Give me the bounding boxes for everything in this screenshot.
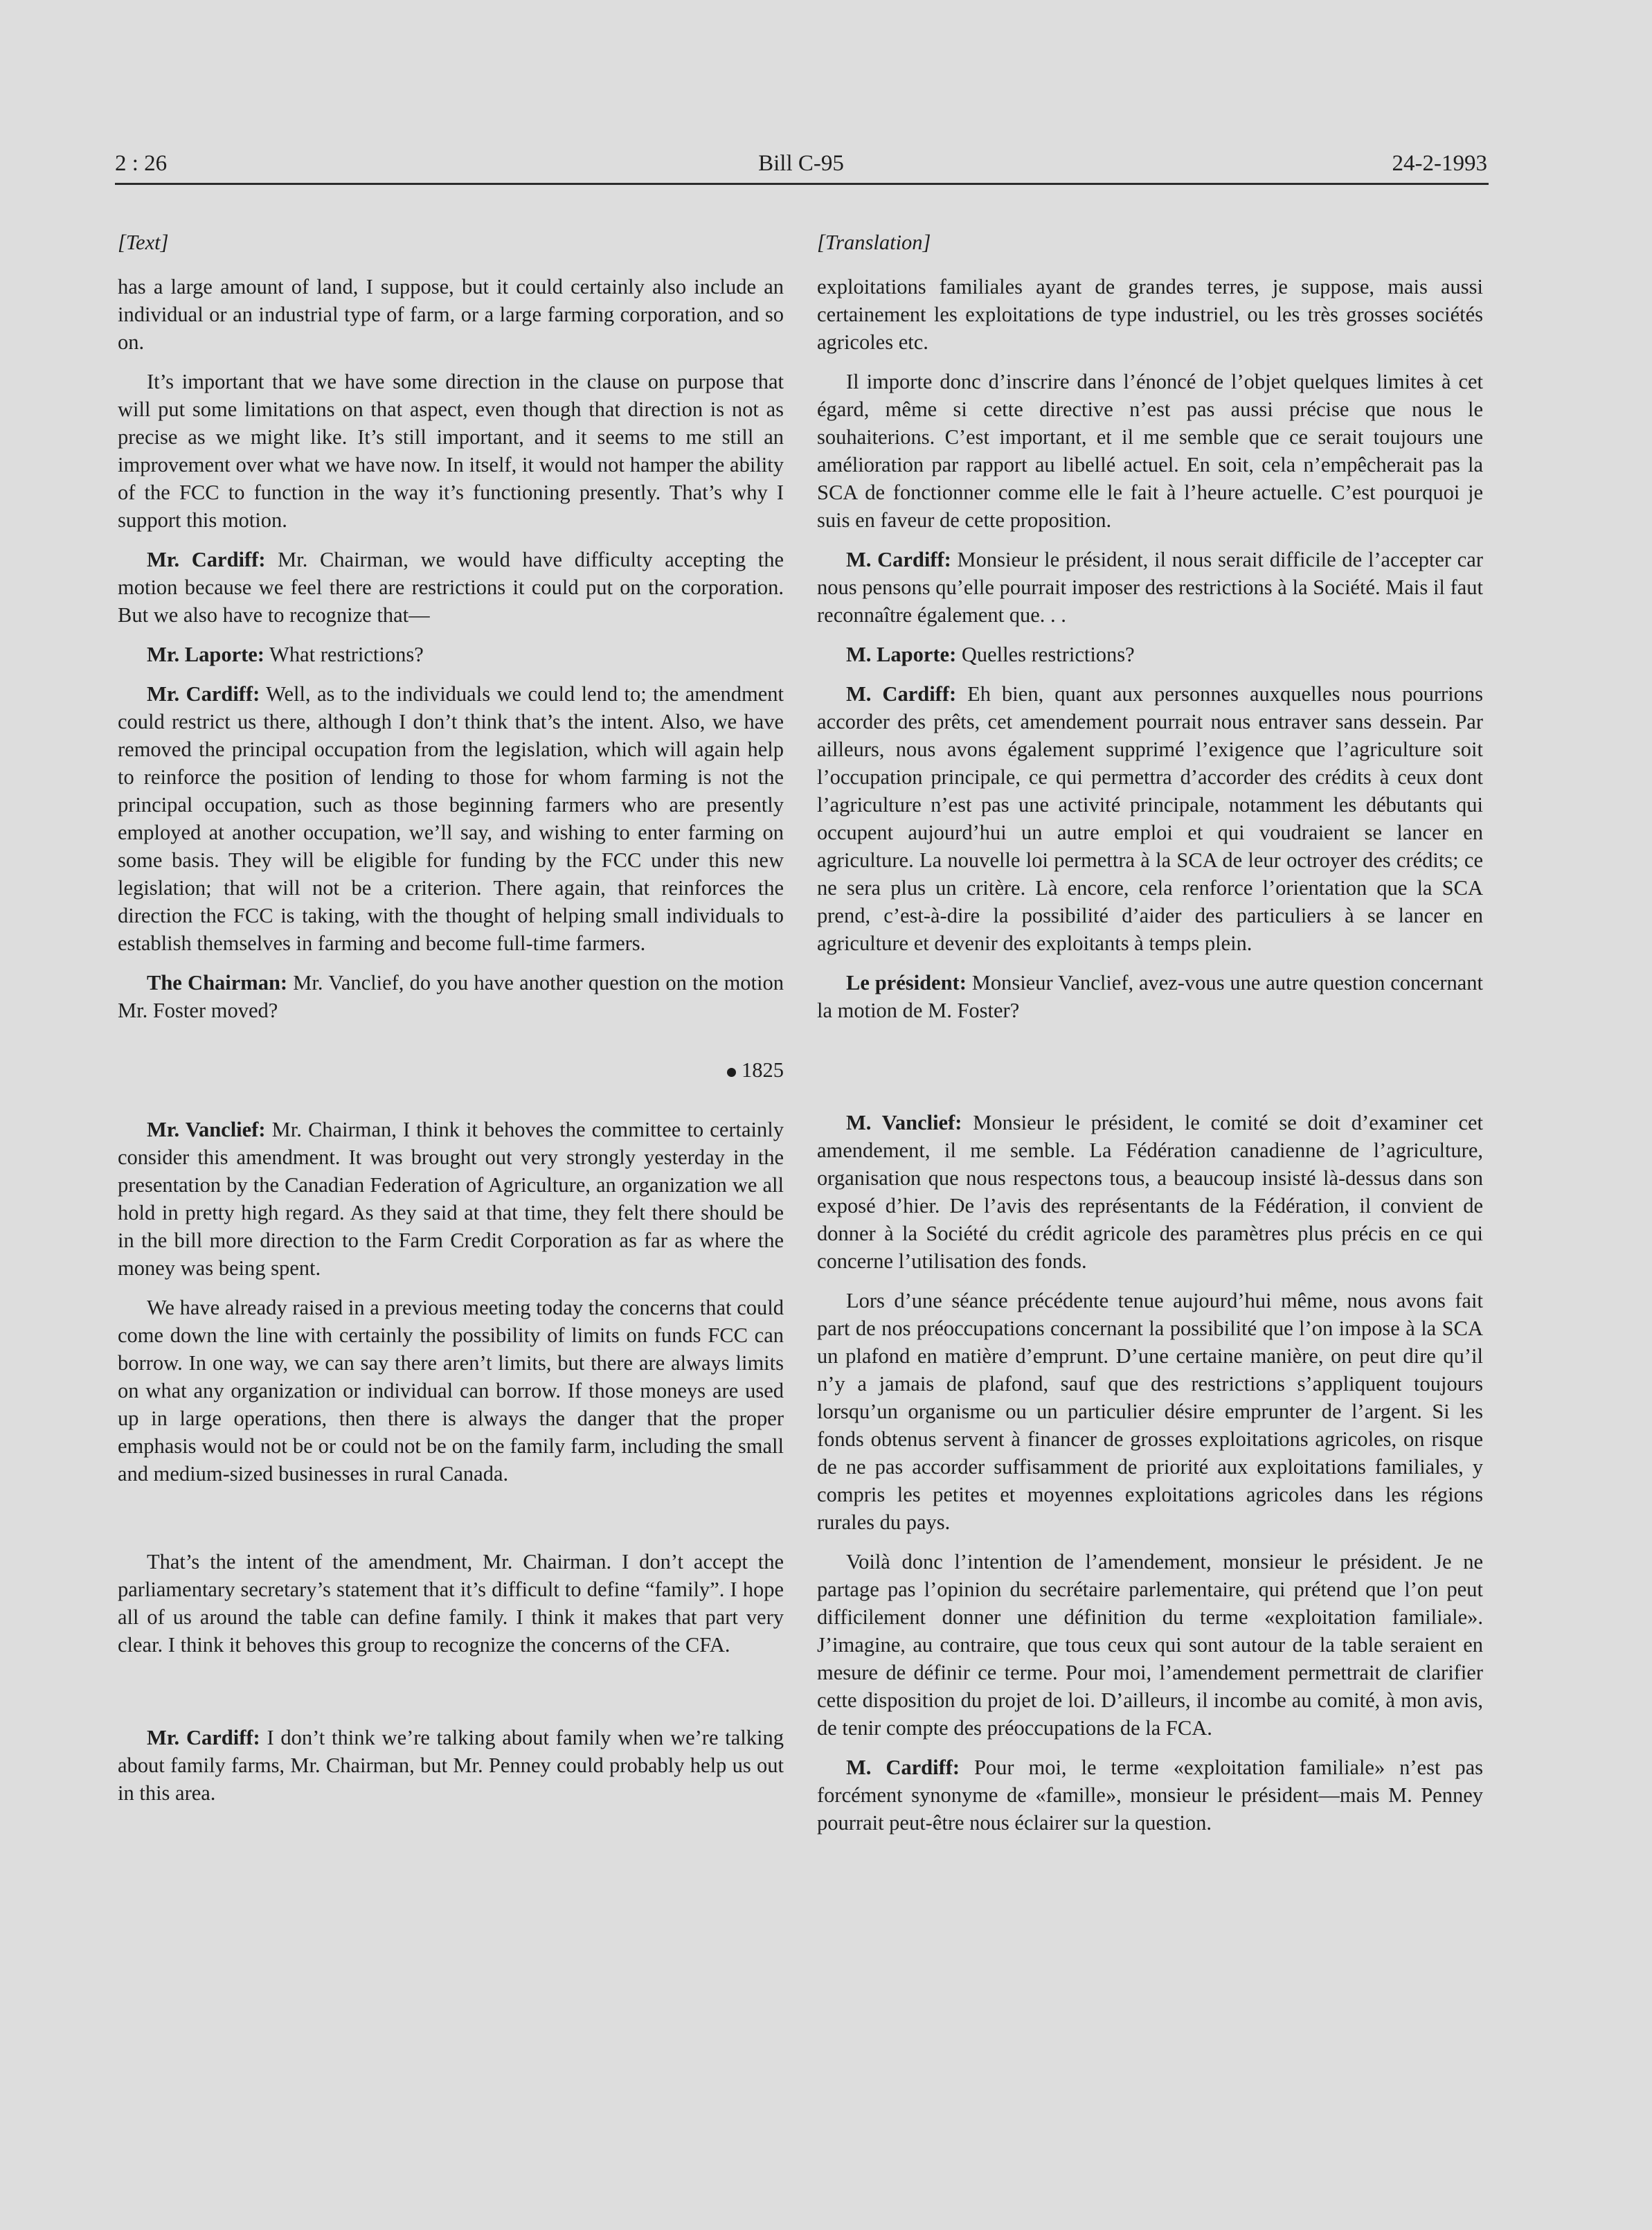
speech-text: Monsieur le président, il nous serait difficile de l’accepter car nous pensons qu’elle pourrait imposer des restrictions à la Société. Mais il faut reconnaître également que. . . xyxy=(817,548,1483,627)
paragraph: It’s important that we have some direction in the clause on purpose that will put some limitations on that aspect, even though that direction is not as precise as we might like. It’s still important, and it seems to me still an improvement over what we have now. In itself, it would not hamper the ability of the FCC to function in the way it’s functioning presently. That’s why I support this motion. xyxy=(118,370,784,532)
paragraph: Voilà donc l’intention de l’amendement, monsieur le président. Je ne partage pas l’opinion du secrétaire parlementaire, qui prétend que l’on peut difficilement donner une définition du terme «exploitation familiale». J’imagine, au contraire, que tous ceux qui sont autour de la table seraient en mesure de définir ce terme. Pour moi, l’amendement permettrait de clarifier cette disposition du projet de loi. D’ailleurs, il incombe au comité, à mon avis, de tenir compte des préoccupations de la FCA. xyxy=(817,1550,1483,1740)
paragraph xyxy=(118,546,784,629)
paragraph xyxy=(817,680,1483,957)
paragraph xyxy=(817,1109,1483,1275)
paragraph: Il importe donc d’inscrire dans l’énoncé de l’objet quelques limites à cet égard, même si cette directive n’est pas aussi précise que nous le souhaiterions. C’est important, et il me semble que ce serait toujours une amélioration par rapport au libellé actuel. En soit, cela n’empêcherait pas la SCA de fonctionner comme elle le fait à l’heure actuelle. C’est pourquoi je suis en faveur de cette proposition. xyxy=(817,370,1483,532)
speech-text: What restrictions? xyxy=(264,643,424,666)
speaker-name: Mr. Vanclief: xyxy=(147,1118,266,1141)
timestamp-marker xyxy=(118,1056,784,1084)
bullet-icon xyxy=(727,1068,736,1077)
speaker-name: Le président: xyxy=(846,971,967,994)
speech-text: Mr. Chairman, I think it behoves the committee to certainly consider this amendment. It was brought out very strongly yesterday in the presentation by the Canadian Federation of Agriculture, an organization we all hold in pretty high regard. As they said at that time, they felt there should be in the bill more direction to the Farm Credit Corporation as far as where the money was being spent. xyxy=(118,1118,784,1280)
paragraph xyxy=(118,680,784,957)
bill-title: Bill C-95 xyxy=(758,151,844,176)
page-header xyxy=(115,151,1487,186)
speaker-name: M. Vanclief: xyxy=(846,1111,962,1134)
paragraph xyxy=(118,1724,784,1807)
text-label: [Text] xyxy=(118,231,169,254)
speaker-name: M. Cardiff: xyxy=(846,1756,960,1779)
speech-text: Monsieur Vanclief, avez-vous une autre question concernant la motion de M. Foster? xyxy=(817,971,1484,1022)
speaker-name: Mr. Laporte: xyxy=(147,643,264,666)
paragraph xyxy=(817,546,1483,629)
paragraph xyxy=(817,1754,1483,1837)
paragraph xyxy=(817,641,1483,668)
speaker-name: M. Laporte: xyxy=(846,643,957,666)
speaker-name: Mr. Cardiff: xyxy=(147,548,266,571)
speech-text: Mr. Chairman, we would have difficulty accepting the motion because we feel there are restrictions it could put on the corporation. But we also have to recognize that— xyxy=(118,548,784,627)
speech-text: Quelles restrictions? xyxy=(956,643,1135,666)
paragraph: has a large amount of land, I suppose, but it could certainly also include an individual or an industrial type of farm, or a large farming corporation, and so on. xyxy=(118,275,784,354)
speech-text: Well, as to the individuals we could lend to; the amendment could restrict us there, although I don’t think that’s the intent. Also, we have removed the principal occupation from the legislation, which will again help to reinforce the position of lending to those for whom farming is not the principal occupation, such as those beginning farmers who are presently employed at another occupation, we’ll say, and wishing to enter farming on some basis. They will be eligible for funding by the FCC under this new legislation; that will not be a criterion. There again, that reinforces the direction the FCC is taking, with the thought of helping small individuals to establish themselves in farming and become full-time farmers. xyxy=(118,682,784,955)
speaker-name: The Chairman: xyxy=(147,971,288,994)
paragraph xyxy=(817,969,1483,1024)
speech-text: Eh bien, quant aux personnes auxquelles nous pourrions accorder des prêts, cet amendement pourrait nous entraver sans dessein. Par ailleurs, nous avons également supprimé l’exigence que l’agriculture soit l’occupation principale, ce qui permettra d’accorder des crédits à ceux dont l’agriculture n’est pas une activité principale, notamment les débutants qui occupent aujourd’hui un autre emploi et qui voudraient se lancer en agriculture. La nouvelle loi permettra à la SCA de leur octroyer des crédits; ce ne sera plus un critère. Là encore, cela renforce l’orientation que la SCA prend, c’est-à-dire la possibilité d’aider des particuliers à se lancer en agriculture et devenir des exploitants à temps plein. xyxy=(817,682,1483,955)
speaker-name: M. Cardiff: xyxy=(846,682,957,706)
page-date: 24-2-1993 xyxy=(1392,151,1487,176)
translation-label: [Translation] xyxy=(817,231,931,254)
speaker-name: Mr. Cardiff: xyxy=(147,1726,260,1749)
paragraph xyxy=(118,641,784,668)
timestamp: 1825 xyxy=(742,1058,784,1082)
french-column xyxy=(817,229,1483,1837)
speech-text: Mr. Vanclief, do you have another question on the motion Mr. Foster moved? xyxy=(118,971,784,1022)
speaker-name: Mr. Cardiff: xyxy=(147,682,260,706)
speaker-name: M. Cardiff: xyxy=(846,548,951,571)
paragraph xyxy=(118,1116,784,1282)
speech-text: I don’t think we’re talking about family when we’re talking about family farms, Mr. Chairman, but Mr. Penney could probably help us out in this area. xyxy=(118,1726,784,1805)
paragraph xyxy=(118,969,784,1024)
page-number: 2 : 26 xyxy=(115,151,168,176)
english-column xyxy=(118,229,784,1807)
header-rule xyxy=(115,183,1489,185)
paragraph: Lors d’une séance précédente tenue aujourd’hui même, nous avons fait part de nos préoccupations concernant la possibilité que l’on impose à la SCA un plafond en matière d’emprunt. D’une certaine manière, on peut dire qu’il n’y a jamais de plafond, sauf que des restrictions s’appliquent toujours lorsqu’un organisme ou un particulier désire emprunter de l’argent. Si les fonds obtenus servent à financer de grosses exploitations agricoles, on risque de ne pas accorder suffisamment de priorité aux exploitations familiales, y compris les petites et moyennes exploitations agricoles dans les régions rurales du pays. xyxy=(817,1289,1483,1534)
paragraph: exploitations familiales ayant de grandes terres, je suppose, mais aussi certainement les exploitations de type industriel, ou les très grosses sociétés agricoles etc. xyxy=(817,275,1483,354)
speech-text: Pour moi, le terme «exploitation familiale» n’est pas forcément synonyme de «famille», monsieur le président—mais M. Penney pourrait peut-être nous éclairer sur la question. xyxy=(817,1756,1483,1835)
paragraph: That’s the intent of the amendment, Mr. Chairman. I don’t accept the parliamentary secretary’s statement that it’s difficult to define “family”. I hope all of us around the table can define family. I think it makes that part very clear. I think it behoves this group to recognize the concerns of the CFA. xyxy=(118,1550,784,1657)
paragraph: We have already raised in a previous meeting today the concerns that could come down the line with certainly the possibility of limits on funds FCC can borrow. In one way, we can say there aren’t limits, but there are always limits on what any organization or individual can borrow. If those moneys are used up in large operations, then there is always the danger that the proper emphasis would not be or could not be on the family farm, including the small and medium-sized businesses in rural Canada. xyxy=(118,1296,784,1486)
speech-text: Monsieur le président, le comité se doit d’examiner cet amendement, il me semble. La Fédération canadienne de l’agriculture, organisation que nous respectons tous, a beaucoup insisté là-dessus dans son exposé d’hier. De l’avis des représentants de la Fédération, il convient de donner à la Société du crédit agricole des paramètres plus précis en ce qui concerne l’utilisation des fonds. xyxy=(817,1111,1483,1273)
